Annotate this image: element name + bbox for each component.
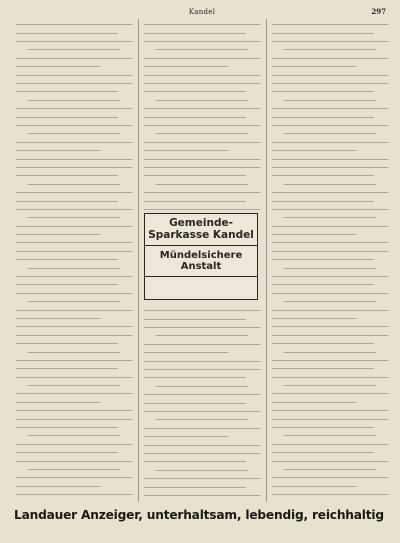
directory-entry xyxy=(284,464,377,470)
directory-entry xyxy=(284,95,377,101)
advertisement-subtitle: Mündelsichere Anstalt xyxy=(145,246,257,277)
directory-entry xyxy=(144,36,260,42)
directory-entry xyxy=(284,380,377,386)
directory-entry xyxy=(272,53,388,59)
directory-entry xyxy=(16,27,118,33)
directory-entry xyxy=(144,347,228,353)
directory-entry xyxy=(156,178,249,184)
directory-entry xyxy=(272,413,388,419)
directory-entry xyxy=(16,439,132,445)
directory-entry xyxy=(144,162,260,168)
directory-entry xyxy=(272,371,388,377)
directory-entry xyxy=(16,153,132,159)
directory-entry xyxy=(16,472,132,478)
directory-entry xyxy=(272,405,388,411)
directory-entry xyxy=(144,481,246,487)
directory-entry xyxy=(144,103,260,109)
directory-entry xyxy=(144,86,246,92)
page-number: 297 xyxy=(371,7,386,16)
directory-entry xyxy=(144,448,260,454)
directory-entry xyxy=(272,170,374,176)
directory-entry xyxy=(272,480,356,486)
directory-entry xyxy=(272,363,374,369)
directory-column-middle xyxy=(138,19,260,502)
directory-entry xyxy=(156,464,249,470)
sparkasse-advertisement xyxy=(144,213,258,300)
directory-entry xyxy=(144,490,260,496)
advertisement-title: Gemeinde-Sparkasse Kandel xyxy=(145,214,257,246)
directory-entry xyxy=(28,464,121,470)
directory-entry xyxy=(144,69,260,75)
running-head xyxy=(18,7,386,17)
directory-entry xyxy=(272,61,356,67)
directory-entry xyxy=(272,36,388,42)
directory-entry xyxy=(272,27,374,33)
directory-entry xyxy=(284,44,377,50)
directory-entry xyxy=(156,128,249,134)
directory-entry xyxy=(272,120,388,126)
directory-entry xyxy=(272,388,388,394)
directory-entry xyxy=(16,397,100,403)
directory-entry xyxy=(272,220,388,226)
directory-entry xyxy=(28,95,121,101)
directory-entry xyxy=(16,103,132,109)
directory-entry xyxy=(144,431,228,437)
directory-columns xyxy=(16,19,388,502)
directory-entry xyxy=(156,330,249,336)
directory-entry xyxy=(144,364,260,370)
directory-entry xyxy=(272,422,374,428)
directory-entry xyxy=(284,262,377,268)
directory-entry xyxy=(16,279,118,285)
directory-entry xyxy=(284,296,377,302)
directory-entry xyxy=(16,447,118,453)
directory-entry xyxy=(272,304,388,310)
directory-entry xyxy=(144,187,260,193)
directory-entry xyxy=(16,271,132,277)
directory-entry xyxy=(272,69,388,75)
directory-entry xyxy=(272,111,374,117)
directory-entry xyxy=(272,271,388,277)
directory-entry xyxy=(144,19,260,25)
footer-banner: Landauer Anzeiger, unterhaltsam, lebendig, reichhaltig xyxy=(14,508,384,522)
directory-entry xyxy=(28,178,121,184)
directory-entry xyxy=(272,279,374,285)
directory-entry xyxy=(284,430,377,436)
directory-entry xyxy=(144,305,260,311)
directory-entry xyxy=(16,195,118,201)
advertisement-contact-row xyxy=(145,277,257,299)
directory-entry xyxy=(16,204,132,210)
directory-entry xyxy=(284,212,377,218)
directory-entry xyxy=(284,128,377,134)
directory-entry xyxy=(144,456,246,462)
directory-entry xyxy=(16,338,118,344)
directory-entry xyxy=(16,120,132,126)
directory-entry xyxy=(16,246,132,252)
directory-entry xyxy=(16,187,132,193)
directory-entry xyxy=(16,355,132,361)
directory-entry xyxy=(16,86,118,92)
directory-entry xyxy=(16,220,132,226)
directory-entry xyxy=(156,498,249,502)
directory-entry xyxy=(272,455,388,461)
directory-entry xyxy=(144,53,260,59)
directory-entry xyxy=(16,422,118,428)
directory-entry xyxy=(144,61,228,67)
directory-entry xyxy=(272,489,388,495)
directory-entry xyxy=(272,195,374,201)
directory-entry xyxy=(272,237,388,243)
directory-entry xyxy=(144,422,260,428)
directory-entry xyxy=(16,480,100,486)
directory-entry xyxy=(144,153,260,159)
directory-entry xyxy=(16,36,132,42)
directory-entry xyxy=(144,145,228,151)
directory-entry xyxy=(16,19,132,25)
directory-entry xyxy=(16,170,118,176)
directory-entry xyxy=(16,254,118,260)
directory-entry xyxy=(272,153,388,159)
directory-entry xyxy=(272,162,388,168)
directory-entry xyxy=(16,78,132,84)
directory-entry xyxy=(144,136,260,142)
directory-entry xyxy=(272,204,388,210)
directory-entry xyxy=(272,19,388,25)
directory-entry xyxy=(272,254,374,260)
directory-entry xyxy=(28,296,121,302)
directory-entry xyxy=(16,229,100,235)
directory-entry xyxy=(156,95,249,101)
directory-entry xyxy=(284,346,377,352)
directory-entry xyxy=(16,111,118,117)
directory-entry xyxy=(272,439,388,445)
directory-entry xyxy=(144,372,246,378)
directory-entry xyxy=(144,439,260,445)
directory-entry xyxy=(16,489,132,495)
directory-entry xyxy=(272,86,374,92)
directory-entry xyxy=(272,136,388,142)
directory-entry xyxy=(144,111,246,117)
directory-entry xyxy=(284,178,377,184)
directory-entry xyxy=(144,313,246,319)
directory-entry xyxy=(272,246,388,252)
directory-column-left xyxy=(16,19,132,502)
directory-entry xyxy=(272,447,374,453)
directory-entry xyxy=(156,44,249,50)
directory-entry xyxy=(144,170,246,176)
directory-entry xyxy=(28,44,121,50)
directory-entry xyxy=(16,136,132,142)
directory-entry xyxy=(16,405,132,411)
directory-entry xyxy=(272,145,356,151)
directory-column-right xyxy=(266,19,388,502)
directory-entry xyxy=(28,380,121,386)
directory-entry xyxy=(272,313,356,319)
directory-entry xyxy=(16,363,118,369)
directory-entry xyxy=(16,162,132,168)
directory-entry xyxy=(28,430,121,436)
directory-entry xyxy=(16,388,132,394)
directory-entry xyxy=(144,473,260,479)
directory-entry xyxy=(272,321,388,327)
directory-entry xyxy=(272,288,388,294)
directory-entry xyxy=(144,120,260,126)
directory-entry xyxy=(272,329,388,335)
running-title: Kandel xyxy=(188,8,216,16)
directory-entry xyxy=(16,371,132,377)
directory-entry xyxy=(144,355,260,361)
directory-entry xyxy=(16,329,132,335)
directory-entry xyxy=(16,313,100,319)
directory-entry xyxy=(16,413,132,419)
directory-entry xyxy=(272,338,374,344)
directory-entry xyxy=(28,212,121,218)
directory-entry xyxy=(144,322,260,328)
directory-entry xyxy=(16,288,132,294)
directory-entry xyxy=(16,61,100,67)
directory-entry xyxy=(144,195,246,201)
directory-entry xyxy=(144,397,246,403)
directory-entry xyxy=(16,237,132,243)
directory-entry xyxy=(272,397,356,403)
directory-entry xyxy=(16,321,132,327)
directory-entry xyxy=(144,339,260,345)
directory-entry xyxy=(156,414,249,420)
directory-entry xyxy=(144,78,260,84)
directory-entry xyxy=(272,103,388,109)
directory-entry xyxy=(28,262,121,268)
directory-entry xyxy=(28,128,121,134)
directory-entry xyxy=(272,355,388,361)
directory-entry xyxy=(144,389,260,395)
directory-entry xyxy=(28,346,121,352)
directory-entry xyxy=(272,229,356,235)
directory-entry xyxy=(16,455,132,461)
directory-entry xyxy=(144,27,246,33)
directory-entry xyxy=(16,304,132,310)
directory-entry xyxy=(272,78,388,84)
directory-entry xyxy=(272,187,388,193)
directory-entry xyxy=(272,472,388,478)
directory-entry xyxy=(144,406,260,412)
directory-entry xyxy=(16,53,132,59)
directory-entry xyxy=(144,204,260,210)
directory-entry xyxy=(156,381,249,387)
directory-entry xyxy=(16,69,132,75)
directory-entry xyxy=(16,145,100,151)
